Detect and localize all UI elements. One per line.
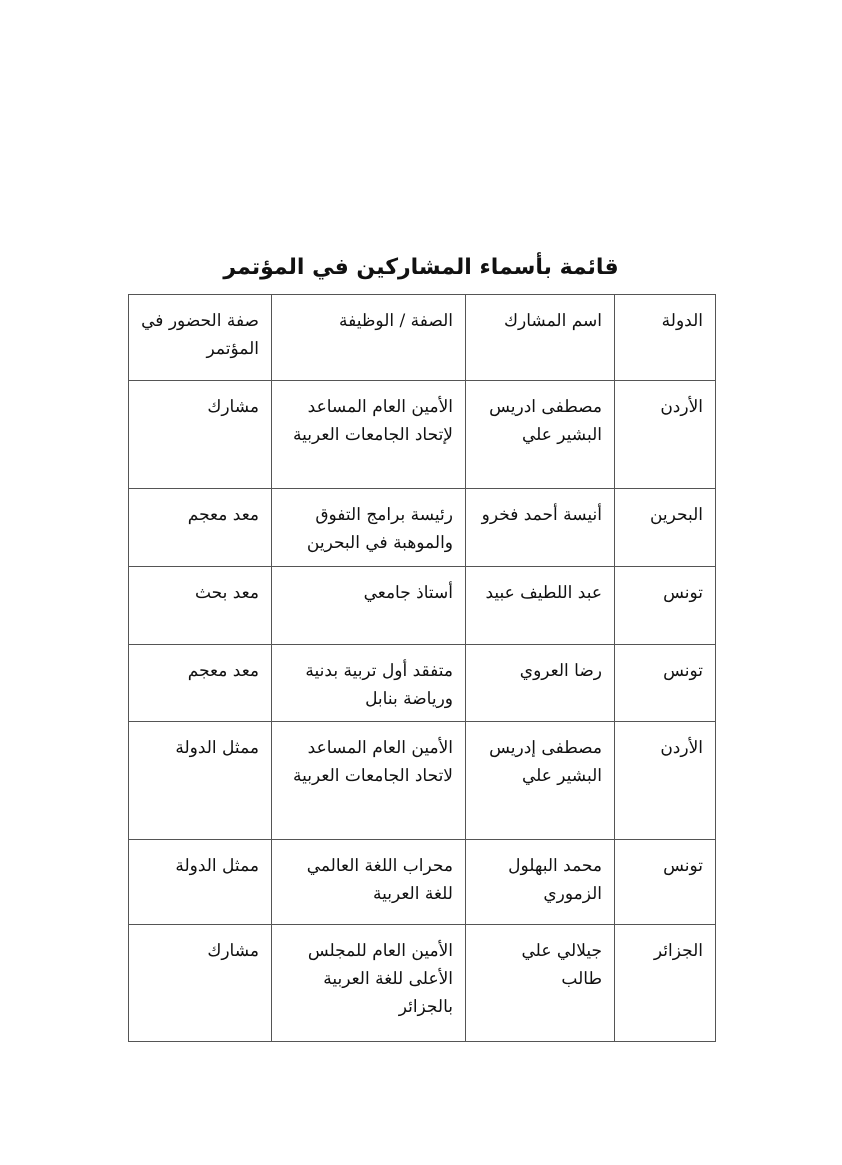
cell-country: تونس — [615, 840, 716, 925]
page-title: قائمة بأسماء المشاركين في المؤتمر — [223, 255, 619, 280]
header-status: صفة الحضور في المؤتمر — [129, 295, 272, 381]
cell-name: مصطفى ادريس البشير علي — [466, 381, 615, 489]
cell-role: الأمين العام المساعد لإتحاد الجامعات العربية — [272, 381, 466, 489]
cell-country: الأردن — [615, 381, 716, 489]
table-row — [129, 381, 716, 489]
cell-role: متفقد أول تربية بدنية ورياضة بنابل — [272, 645, 466, 722]
cell-name: أنيسة أحمد فخرو — [466, 489, 615, 567]
table-row — [129, 489, 716, 567]
cell-name: جيلالي علي طالب — [466, 925, 615, 1042]
cell-status: مشارك — [129, 381, 272, 489]
cell-name: محمد البهلول الزموري — [466, 840, 615, 925]
cell-name: عبد اللطيف عبيد — [466, 567, 615, 645]
cell-role: رئيسة برامج التفوق والموهبة في البحرين — [272, 489, 466, 567]
table-row — [129, 722, 716, 840]
cell-name: رضا العروي — [466, 645, 615, 722]
cell-status: معد بحث — [129, 567, 272, 645]
table-row — [129, 925, 716, 1042]
cell-country: البحرين — [615, 489, 716, 567]
participants-table — [128, 294, 716, 1042]
cell-country: الجزائر — [615, 925, 716, 1042]
table-row — [129, 645, 716, 722]
cell-country: الأردن — [615, 722, 716, 840]
cell-status: مشارك — [129, 925, 272, 1042]
table-header-row — [129, 295, 716, 381]
cell-status: معد معجم — [129, 645, 272, 722]
header-role: الصفة / الوظيفة — [272, 295, 466, 381]
cell-role: الأمين العام للمجلس الأعلى للغة العربية بالجزائر — [272, 925, 466, 1042]
header-country: الدولة — [615, 295, 716, 381]
cell-country: تونس — [615, 567, 716, 645]
cell-status: ممثل الدولة — [129, 840, 272, 925]
cell-name: مصطفى إدريس البشير علي — [466, 722, 615, 840]
header-name: اسم المشارك — [466, 295, 615, 381]
cell-role: الأمين العام المساعد لاتحاد الجامعات العربية — [272, 722, 466, 840]
cell-status: ممثل الدولة — [129, 722, 272, 840]
cell-role: محراب اللغة العالمي للغة العربية — [272, 840, 466, 925]
cell-status: معد معجم — [129, 489, 272, 567]
cell-role: أستاذ جامعي — [272, 567, 466, 645]
table-row — [129, 567, 716, 645]
table-row — [129, 840, 716, 925]
cell-country: تونس — [615, 645, 716, 722]
